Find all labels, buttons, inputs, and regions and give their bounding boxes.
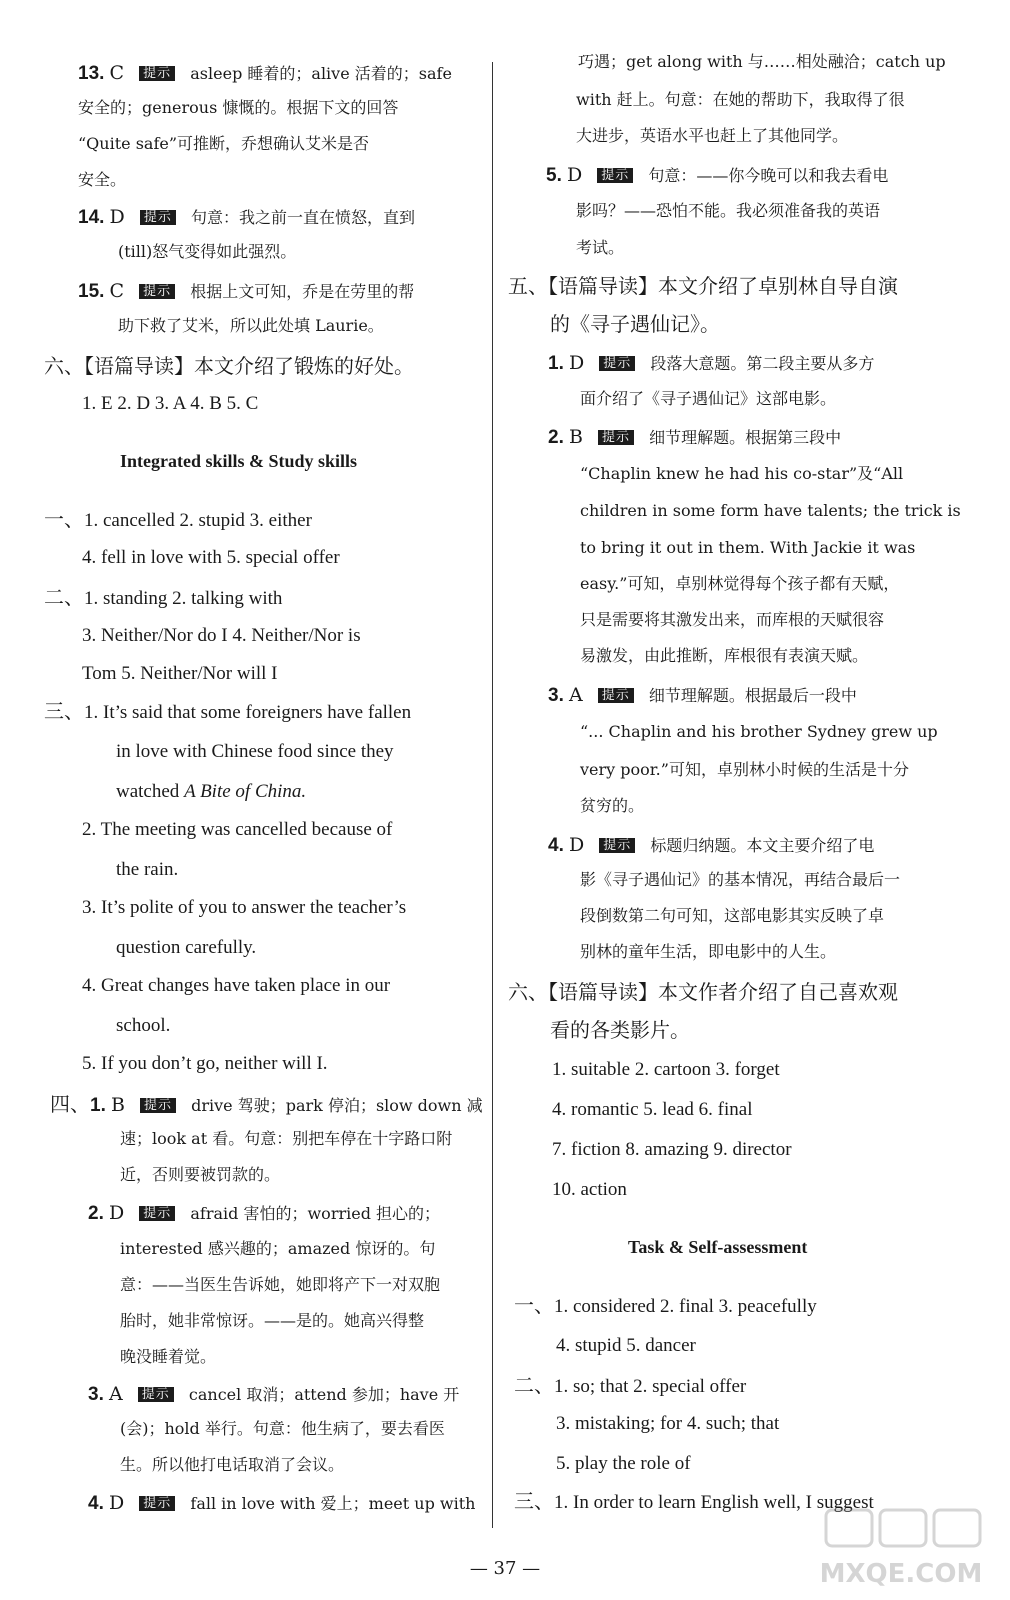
hint-tag: 提示 (139, 1206, 175, 1221)
task-part1-line1: 一、1. considered 2. final 3. peacefully (514, 1295, 817, 1317)
part4-q1-line2: 速；look at 看。句意：别把车停在十字路口附 (120, 1129, 453, 1148)
reading-q2-line7: 易激发，由此推断，库根很有表演天赋。 (580, 646, 869, 665)
reading-q3-line1: 3. A 提示 细节理解题。根据最后一段中 (548, 684, 857, 706)
section-6-right-answers-1: 1. suitable 2. cartoon 3. forget (552, 1059, 780, 1080)
part4-q3-line2: (会)；hold 举行。句意：他生病了，要去看医 (120, 1419, 445, 1438)
part2-line1: 二、1. standing 2. talking with (44, 587, 283, 609)
reading-q4-line1: 4. D 提示 标题归纳题。本文主要介绍了电 (548, 834, 875, 856)
part4-q3-line1: 3. A 提示 cancel 取消；attend 参加；have 开 (88, 1383, 460, 1405)
hint-tag: 提示 (140, 1098, 176, 1113)
section-6-right-title-line2: 看的各类影片。 (550, 1018, 690, 1042)
hint-tag: 提示 (138, 1387, 174, 1402)
section-5-title-line2: 的《寻子遇仙记》。 (550, 312, 720, 336)
part4-q3-line3: 生。所以他打电话取消了会议。 (120, 1455, 345, 1474)
q13-line4: 安全。 (78, 170, 127, 189)
reading-q2-line6: 只是需要将其激发出来，而库根的天赋很容 (580, 610, 885, 629)
q5-line2: 影吗？——恐怕不能。我必须准备我的英语 (576, 201, 881, 220)
q14-line2: (till)怒气变得如此强烈。 (118, 242, 297, 261)
reading-q2-line2: “Chaplin knew he had his co-star”及“All (580, 464, 904, 483)
hint-tag: 提示 (139, 66, 175, 81)
part3-item1-line1: 三、1. It’s said that some foreigners have fallen (44, 701, 412, 723)
section-5-title-line1: 五、【语篇导读】本文介绍了卓别林自导自演 (508, 274, 898, 298)
section-6-right-answers-3: 7. fiction 8. amazing 9. director (552, 1139, 792, 1160)
page-number: — 37 — (469, 1558, 541, 1579)
reading-q4-line3: 段倒数第二句可知，这部电影其实反映了卓 (580, 906, 885, 925)
reading-q1-line2: 面介绍了《寻子遇仙记》这部电影。 (580, 389, 837, 408)
q4-continuation-line1: 巧遇；get along with 与……相处融洽；catch up (578, 52, 946, 71)
reading-q2-line1: 2. B 提示 细节理解题。根据第三段中 (548, 426, 842, 448)
q14-line1: 14. D 提示 句意：我之前一直在愤怒，直到 (78, 206, 415, 228)
part3-item1-line2: in love with Chinese food since they (116, 741, 394, 762)
watermark-logo (806, 1506, 996, 1592)
reading-q3-line3: very poor.”可知，卓别林小时候的生活是十分 (580, 760, 909, 779)
reading-q3-line2: “... Chaplin and his brother Sydney grew up (580, 722, 938, 741)
part4-q2-line1: 2. D 提示 afraid 害怕的；worried 担心的； (88, 1202, 441, 1224)
part3-item2-line2: the rain. (116, 859, 179, 880)
hint-tag: 提示 (140, 210, 176, 225)
column-divider (492, 62, 493, 1528)
reading-q1-line1: 1. D 提示 段落大意题。第二段主要从多方 (548, 352, 875, 374)
part3-item1-line3: watched A Bite of China. (116, 781, 307, 802)
part3-item3-line2: question carefully. (116, 937, 257, 958)
q5-line3: 考试。 (576, 238, 625, 257)
reading-q4-line4: 别林的童年生活，即电影中的人生。 (580, 942, 837, 961)
section-6-right-title-line1: 六、【语篇导读】本文作者介绍了自己喜欢观 (508, 980, 898, 1004)
hint-tag: 提示 (598, 688, 634, 703)
section-6-right-answers-4: 10. action (552, 1179, 627, 1200)
watermark-text: MXQE.COM (819, 1559, 983, 1589)
q13-line3: “Quite safe”可推断，乔想确认艾米是否 (78, 134, 370, 153)
hint-tag: 提示 (598, 430, 634, 445)
task-part2-line3: 5. play the role of (556, 1453, 691, 1474)
reading-q3-line4: 贫穷的。 (580, 796, 645, 815)
q15-line2: 助下救了艾米，所以此处填 Laurie。 (118, 316, 384, 335)
q5-line1: 5. D 提示 句意：——你今晚可以和我去看电 (546, 164, 889, 186)
part2-line2: 3. Neither/Nor do I 4. Neither/Nor is (82, 625, 361, 646)
part3-item5: 5. If you don’t go, neither will I. (82, 1053, 328, 1074)
hint-tag: 提示 (139, 1496, 175, 1511)
part3-item4-line1: 4. Great changes have taken place in our (82, 975, 391, 996)
task-part2-line1: 二、1. so; that 2. special offer (514, 1375, 747, 1397)
hint-tag: 提示 (599, 356, 635, 371)
reading-q4-line2: 影《寻子遇仙记》的基本情况，再结合最后一 (580, 870, 901, 889)
part1-line1: 一、1. cancelled 2. stupid 3. either (44, 509, 312, 531)
part4-q2-line2: interested 感兴趣的；amazed 惊讶的。句 (120, 1239, 436, 1258)
reading-q2-line4: to bring it out in them. With Jackie it was (580, 538, 916, 557)
q15-line1: 15. C 提示 根据上文可知，乔是在劳里的帮 (78, 280, 415, 302)
reading-q2-line3: children in some form have talents; the trick is (580, 501, 961, 520)
q13-line2: 安全的；generous 慷慨的。根据下文的回答 (78, 98, 399, 117)
part4-q2-line4: 胎时，她非常惊讶。——是的。她高兴得整 (120, 1311, 425, 1330)
part4-q2-line3: 意：——当医生告诉她，她即将产下一对双胞 (120, 1275, 441, 1294)
section-6-answers: 1. E 2. D 3. A 4. B 5. C (82, 393, 259, 414)
q4-continuation-line2: with 赶上。句意：在她的帮助下，我取得了很 (576, 90, 905, 109)
part2-line3: Tom 5. Neither/Nor will I (82, 663, 278, 684)
reading-q2-line5: easy.”可知，卓别林觉得每个孩子都有天赋， (580, 574, 900, 593)
heading-integrated-skills: Integrated skills & Study skills (120, 451, 358, 471)
hint-tag: 提示 (599, 838, 635, 853)
hint-tag: 提示 (597, 168, 633, 183)
heading-task-self-assessment: Task & Self-assessment (628, 1237, 808, 1257)
part4-q1-line1: 四、1. B 提示 drive 驾驶；park 停泊；slow down 减 (50, 1092, 483, 1116)
part3-item4-line2: school. (116, 1015, 171, 1036)
hint-tag: 提示 (139, 284, 175, 299)
part1-line2: 4. fell in love with 5. special offer (82, 547, 340, 568)
part3-item3-line1: 3. It’s polite of you to answer the teacher’s (82, 897, 407, 918)
task-part3-line1: 三、1. In order to learn English well, I suggest (514, 1491, 874, 1513)
part3-item2-line1: 2. The meeting was cancelled because of (82, 819, 393, 840)
part4-q4-line1: 4. D 提示 fall in love with 爱上；meet up with (88, 1492, 476, 1514)
part4-q2-line5: 晚没睡着觉。 (120, 1347, 217, 1366)
part4-q1-line3: 近，否则要被罚款的。 (120, 1165, 281, 1184)
task-part2-line2: 3. mistaking; for 4. such; that (556, 1413, 780, 1434)
q4-continuation-line3: 大进步，英语水平也赶上了其他同学。 (576, 126, 849, 145)
task-part1-line2: 4. stupid 5. dancer (556, 1335, 696, 1356)
q13-line1: 13. C 提示 asleep 睡着的；alive 活着的；safe (78, 62, 452, 84)
section-6-right-answers-2: 4. romantic 5. lead 6. final (552, 1099, 753, 1120)
section-6-title: 六、【语篇导读】本文介绍了锻炼的好处。 (44, 354, 414, 378)
